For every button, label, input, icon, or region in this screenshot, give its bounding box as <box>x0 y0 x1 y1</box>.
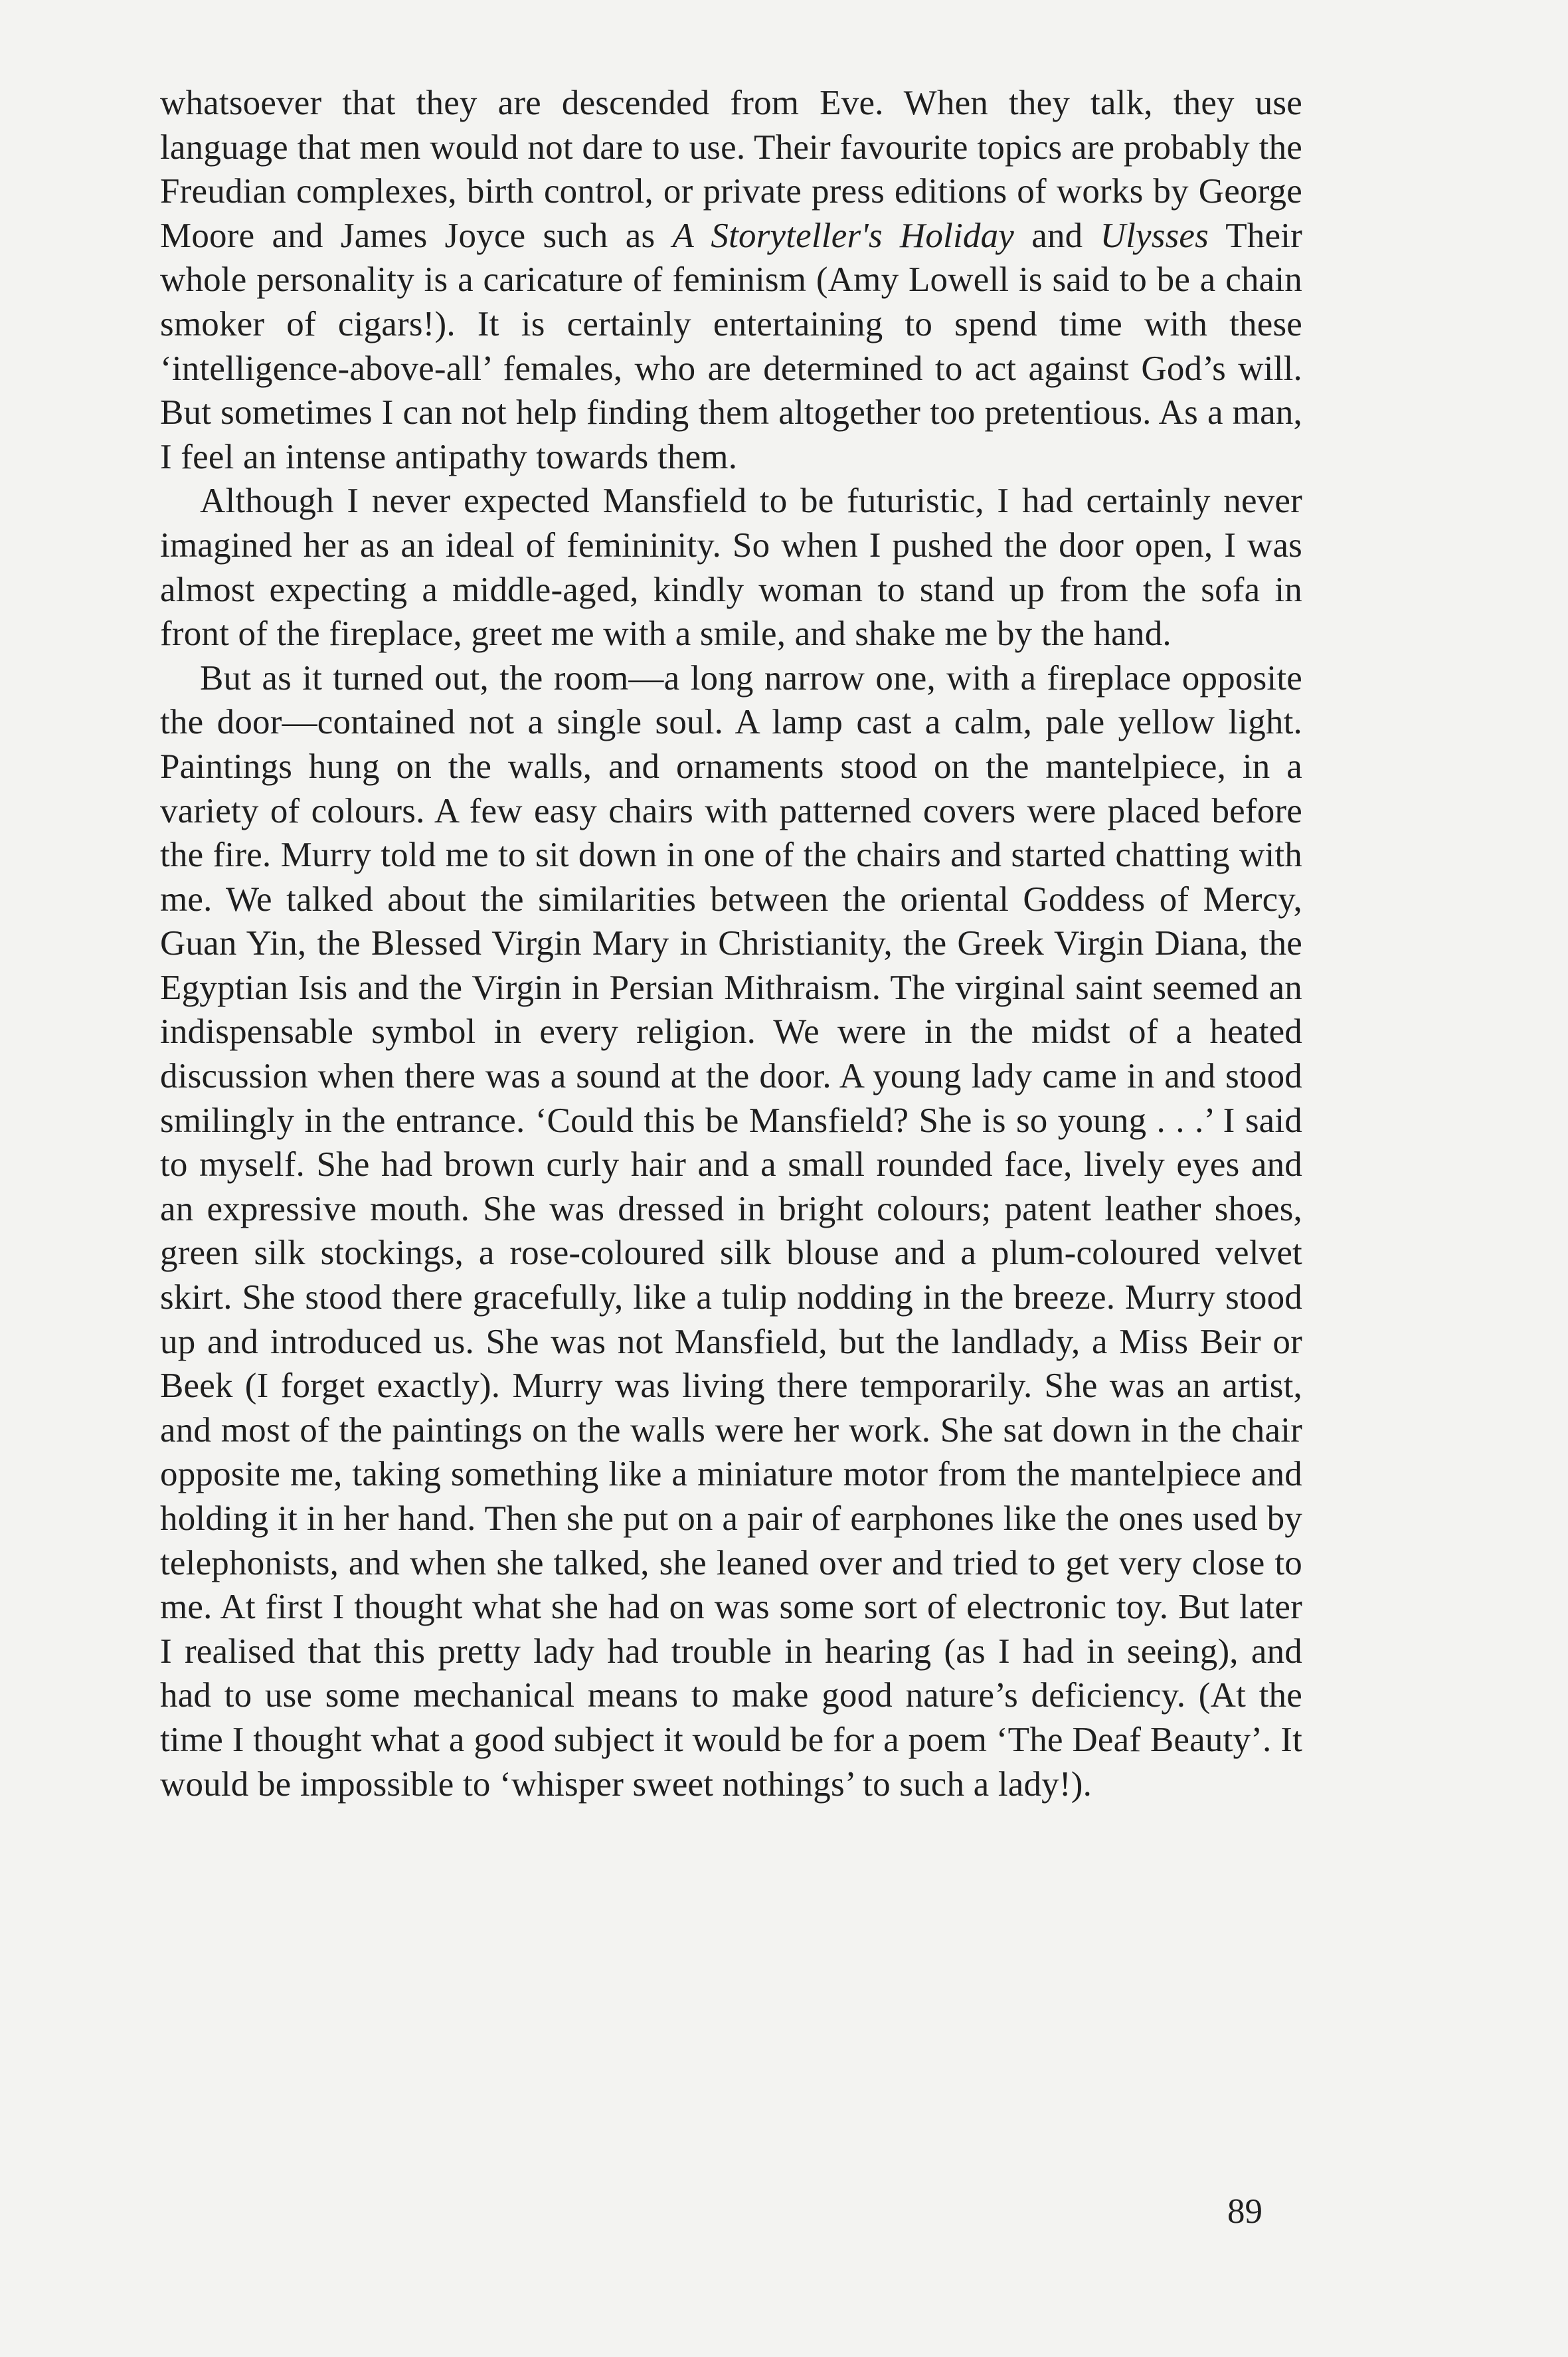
body-text <box>160 81 1302 1806</box>
paragraph-1-text-mid: and <box>1014 216 1100 255</box>
paragraph-3: But as it turned out, the room—a long narrow one, with a fireplace opposite the door—contained not a single soul. A lamp cast a calm, pale yellow light. Paintings hung on the walls, and ornaments stood on the mantelpiece, in a variety of colours. A few easy chairs with patterned covers were placed before the fire. Murry told me to sit down in one of the chairs and started chatting with me. We talked about the similarities between the oriental Goddess of Mercy, Guan Yin, the Blessed Virgin Mary in Christianity, the Greek Virgin Diana, the Egyptian Isis and the Virgin in Persian Mithraism. The virginal saint seemed an indispensable symbol in every religion. We were in the midst of a heated discussion when there was a sound at the door. A young lady came in and stood smilingly in the entrance. ‘Could this be Mansfield? She is so young . . .’ I said to myself. She had brown curly hair and a small rounded face, lively eyes and an expressive mouth. She was dressed in bright colours; patent leather shoes, green silk stockings, a rose-coloured silk blouse and a plum-coloured velvet skirt. She stood there gracefully, like a tulip nodding in the breeze. Murry stood up and introduced us. She was not Mansfield, but the landlady, a Miss Beir or Beek (I forget exactly). Murry was living there temporarily. She was an artist, and most of the paintings on the walls were her work. She sat down in the chair opposite me, taking something like a miniature motor from the mantelpiece and holding it in her hand. Then she put on a pair of earphones like the ones used by telephonists, and when she talked, she leaned over and tried to get very close to me. At first I thought what she had on was some sort of electronic toy. But later I realised that this pretty lady had trouble in hearing (as I had in seeing), and had to use some mechanical means to make good nature’s deficiency. (At the time I thought what a good subject it would be for a poem ‘The Deaf Beauty’. It would be impossible to ‘whisper sweet nothings’ to such a lady!). <box>160 658 1302 1804</box>
paragraph-2: Although I never expected Mansfield to be futuristic, I had certainly never imagined her as an ideal of femininity. So when I pushed the door open, I was almost expecting a middle-aged, kindly woman to stand up from the sofa in front of the fireplace, greet me with a smile, and shake me by the hand. <box>160 482 1302 654</box>
paragraph-1-text-before: whatsoever that they are descended from Eve. When they talk, they use language that men would not dare to use. Their favourite topics are probably the Freudian complexes, birth control, or private press editions of works by George Moore and James Joyce such as <box>160 84 1302 255</box>
page-number: 89 <box>1227 2192 1263 2231</box>
book-title-ulysses: Ulysses <box>1100 216 1209 255</box>
book-title-storytellers-holiday: A Storyteller's Holiday <box>672 216 1015 255</box>
paragraph-continued <box>160 81 1302 479</box>
paragraph-1-text-after: Their whole personality is a caricature of feminism (Amy Lowell is said to be a chain smoker of cigars!). It is certainly entertaining to spend time with these ‘intelligence-above-all’ females, who are determined to act against God’s will. But sometimes I can not help finding them altogether too pretentious. As a man, I feel an intense antipathy towards them. <box>160 216 1302 476</box>
